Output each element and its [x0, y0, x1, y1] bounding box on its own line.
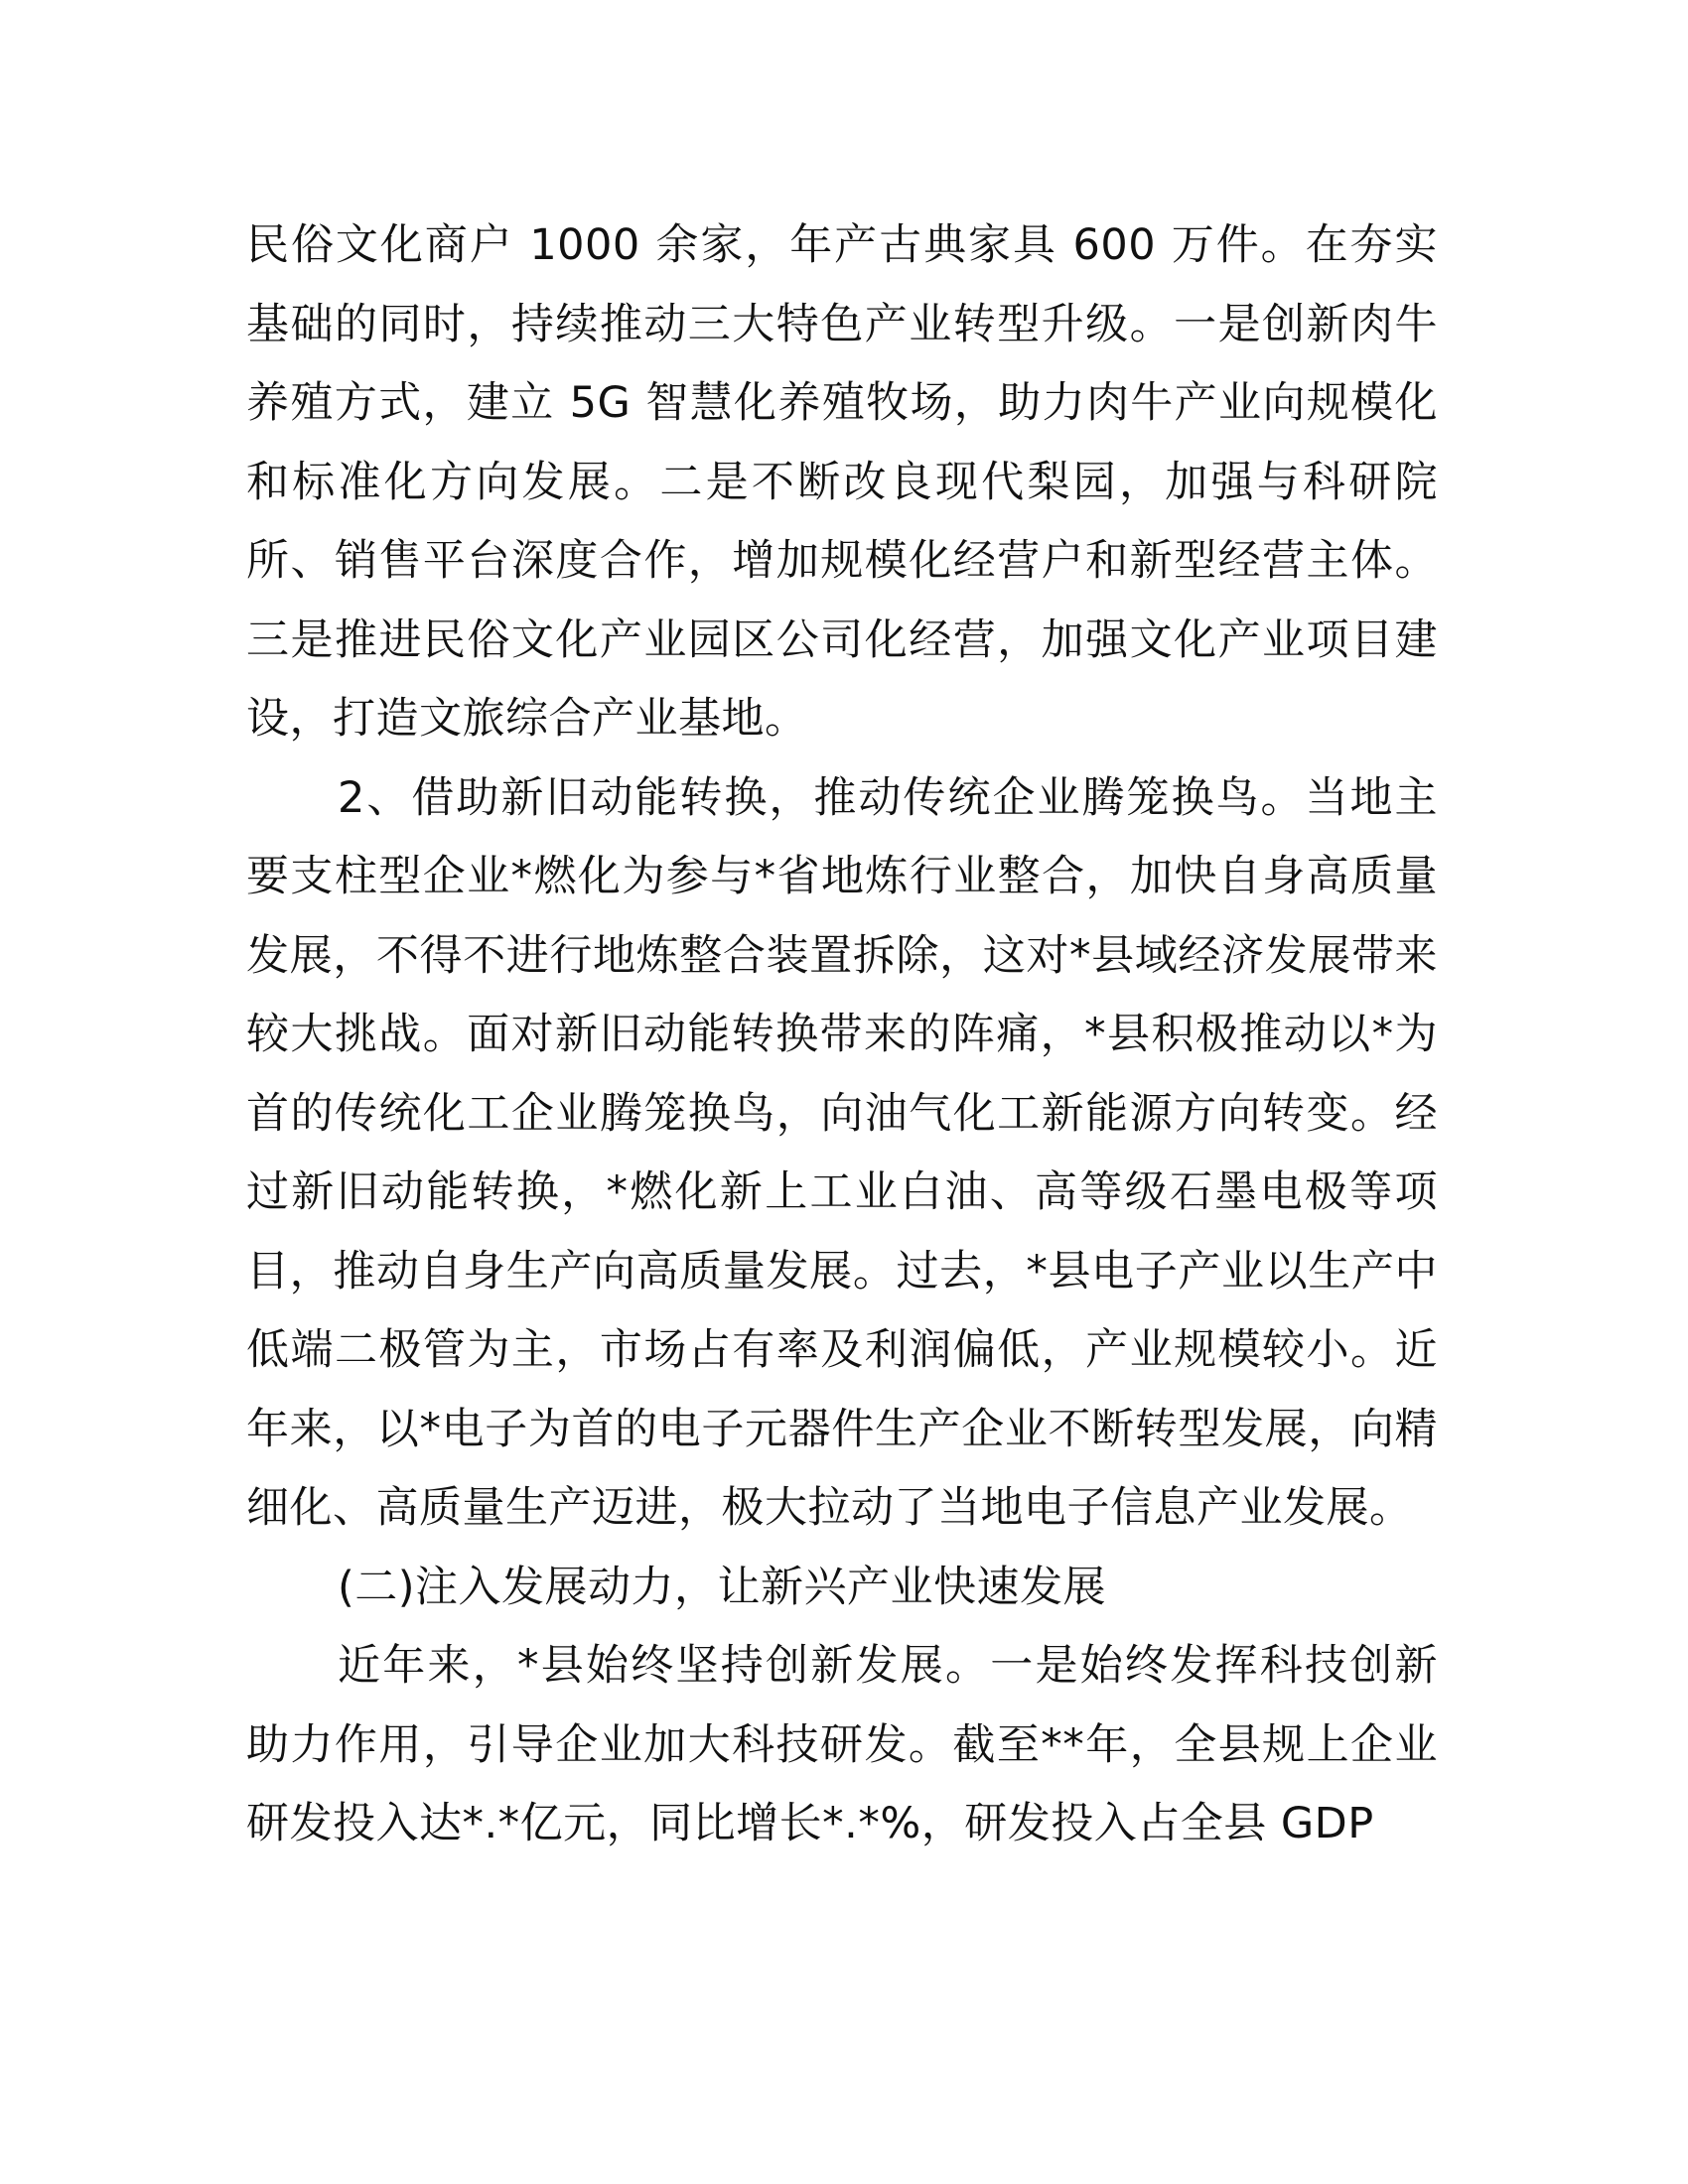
paragraph-industry-upgrade: 民俗文化商户 1000 余家，年产古典家具 600 万件。在夯实基础的同时，持续推动三大特色产业转型升级。一是创新肉牛养殖方式，建立 5G 智慧化养殖牧场，助力肉牛产业向规模化和标准化方向发展。二是不断改良现代梨园，加强与科研院所、销售平台深度合作，增加规模化经营户和新型经营主体。三是推进民俗文化产业园区公司化经营，加强文化产业项目建设，打造文旅综合产业基地。	[246, 220, 1438, 744]
document-body	[246, 206, 1438, 1864]
paragraph-innovation: 近年来，*县始终坚持创新发展。一是始终发挥科技创新助力作用，引导企业加大科技研发。截至**年，全县规上企业研发投入达*.*亿元，同比增长*.*%，研发投入占全县 GDP	[246, 1641, 1438, 1848]
section-heading-emerging-industries: (二)注入发展动力，让新兴产业快速发展	[338, 1562, 1107, 1612]
paragraph-energy-conversion: 2、借助新旧动能转换，推动传统企业腾笼换鸟。当地主要支柱型企业*燃化为参与*省地炼行业整合，加快自身高质量发展，不得不进行地炼整合装置拆除，这对*县域经济发展带来较大挑战。面对新旧动能转换带来的阵痛，*县积极推动以*为首的传统化工企业腾笼换鸟，向油气化工新能源方向转变。经过新旧动能转换，*燃化新上工业白油、高等级石墨电极等项目，推动自身生产向高质量发展。过去，*县电子产业以生产中低端二极管为主，市场占有率及利润偏低，产业规模较小。近年来，以*电子为首的电子元器件生产企业不断转型发展，向精细化、高质量生产迈进，极大拉动了当地电子信息产业发展。	[246, 772, 1438, 1533]
